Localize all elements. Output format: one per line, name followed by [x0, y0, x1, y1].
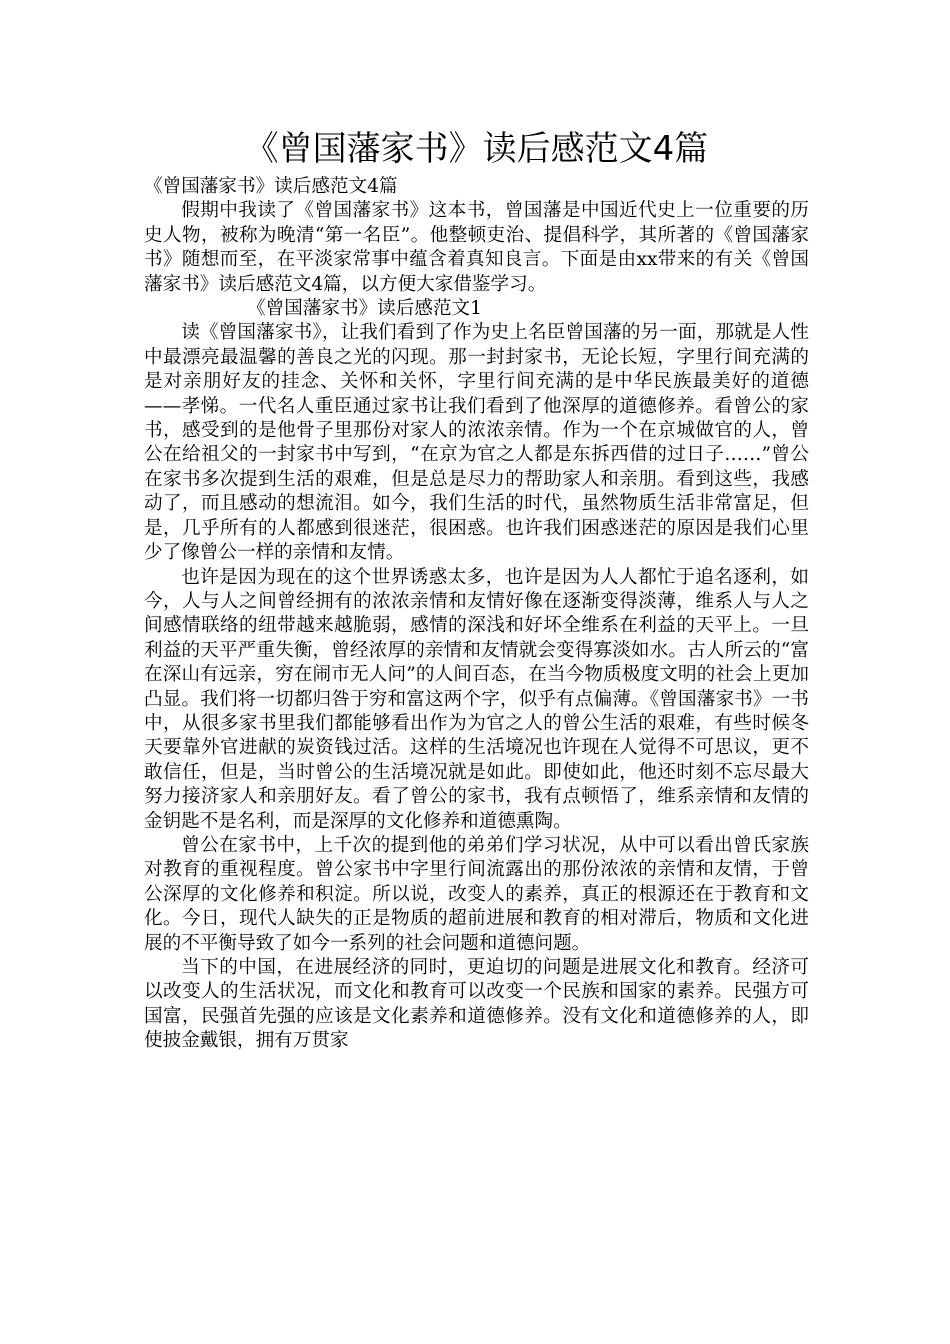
body-paragraph-2: 也许是因为现在的这个世界诱惑太多，也许是因为人人都忙于追名逐利，如今，人与人之间曾经拥有的浓浓亲情和友情好像在逐渐变得淡薄，维系人与人之间感情联络的纽带越来越脆弱，感情的深浅和好坏全维系在利益的天平上。一旦利益的天平严重失衡，曾经浓厚的亲情和友情就会变得寡淡如水。古人所云的“富在深山有远亲，穷在闹市无人问”的人间百态，在当今物质极度文明的社会上更加凸显。我们将一切都归咎于穷和富这两个字，似乎有点偏薄。《曾国藩家书》一书中，从很多家书里我们都能够看出作为为官之人的曾公生活的艰难，有些时候冬天要靠外官进献的炭资钱过活。这样的生活境况也许现在人觉得不可思议，更不敢信任，但是，当时曾公的生活境况就是如此。即使如此，他还时刻不忘尽最大努力接济家人和亲朋好友。看了曾公的家书，我有点顿悟了，维系亲情和友情的金钥匙不是名利，而是深厚的文化修养和道德熏陶。	[144, 566, 809, 832]
document-title: 《曾国藩家书》读后感范文4篇	[244, 129, 709, 169]
document-page	[144, 126, 809, 1054]
intro-paragraph: 假期中我读了《曾国藩家书》这本书，曾国藩是中国近代史上一位重要的历史人物，被称为晚清“第一名臣”。他整顿吏治、提倡科学，其所著的《曾国藩家书》随想而至，在平淡家常事中蕴含着真知良言。下面是由xx带来的有关《曾国藩家书》读后感范文4篇，以方便大家借鉴学习。	[144, 200, 809, 295]
section-heading: 《曾国藩家书》读后感范文1	[247, 298, 482, 320]
body-paragraph-4: 当下的中国，在进展经济的同时，更迫切的问题是进展文化和教育。经济可以改变人的生活状况，而文化和教育可以改变一个民族和国家的素养。民强方可国富，民强首先强的应该是文化素养和道德修养。没有文化和道德修养的人，即使披金戴银，拥有万贯家	[144, 957, 809, 1052]
body-paragraph-1: 读《曾国藩家书》，让我们看到了作为史上名臣曾国藩的另一面，那就是人性中最漂亮最温馨的善良之光的闪现。那一封封家书，无论长短，字里行间充满的是对亲朋好友的挂念、关怀和关怀，字里行间充满的是中华民族最美好的道德——孝悌。一代名人重臣通过家书让我们看到了他深厚的道德修养。看曾公的家书，感受到的是他骨子里那份对家人的浓浓亲情。作为一个在京城做官的人，曾公在给祖父的一封家书中写到，“在京为官之人都是东拆西借的过日子……”曾公在家书多次提到生活的艰难，但是总是尽力的帮助家人和亲朋。看到这些，我感动了，而且感动的想流泪。如今，我们生活的时代，虽然物质生活非常富足，但是，几乎所有的人都感到很迷茫，很困惑。也许我们困惑迷茫的原因是我们心里少了像曾公一样的亲情和友情。	[144, 322, 809, 564]
document-subtitle: 《曾国藩家书》读后感范文4篇	[144, 176, 398, 197]
body-paragraph-3: 曾公在家书中，上千次的提到他的弟弟们学习状况，从中可以看出曾氏家族对教育的重视程度。曾公家书中字里行间流露出的那份浓浓的亲情和友情，于曾公深厚的文化修养和积淀。所以说，改变人的素养，真正的根源还在于教育和文化。今日，现代人缺失的正是物质的超前进展和教育的相对滞后，物质和文化进展的不平衡导致了如今一系列的社会问题和道德问题。	[144, 834, 809, 954]
